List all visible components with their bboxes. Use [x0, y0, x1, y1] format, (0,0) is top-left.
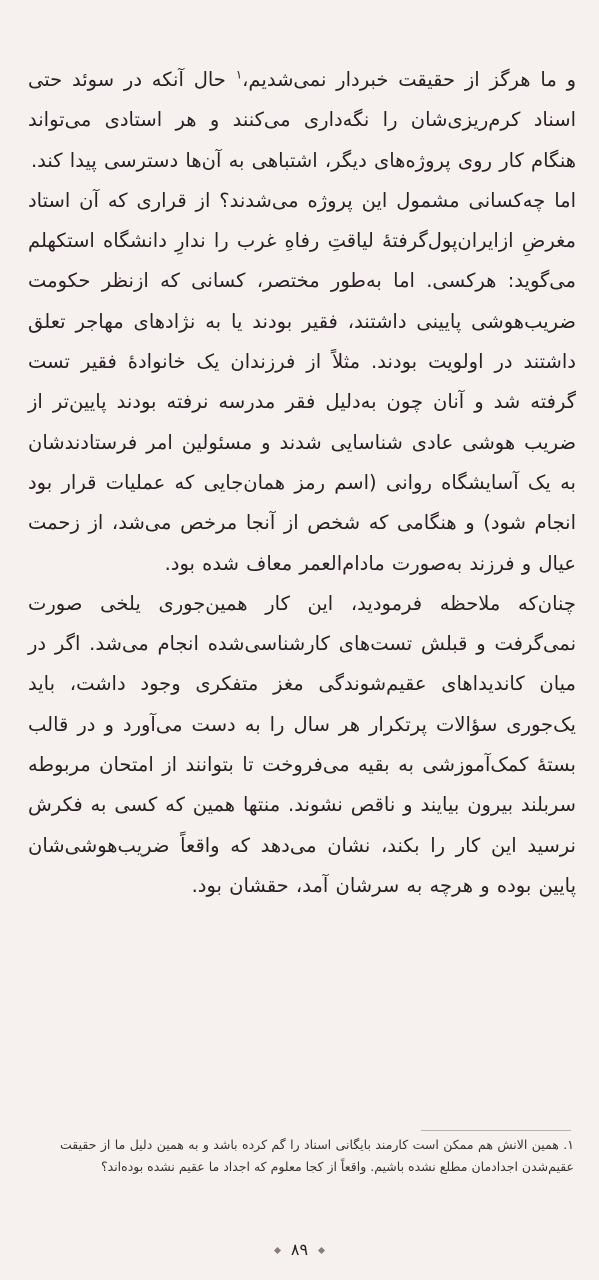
page-number-footer: [0, 1240, 599, 1259]
paragraph-1-text: و ما هرگز از حقیقت خبردار نمی‌شدیم،: [242, 68, 577, 91]
footnote: [60, 1134, 574, 1177]
paragraph-1-text-continued: حال آنکه در سوئد حتی اسناد کرم‌ریزی‌شان را نگه‌داری می‌کنند و هر استادی می‌تواند هنگام کار روی پروژه‌های دیگر، اشتباهی به آن‌ها دسترسی پیدا کند.: [28, 68, 576, 172]
body-text: [28, 60, 576, 906]
ornament-dot-left: [318, 1247, 325, 1254]
ornament-dot-right: [274, 1247, 281, 1254]
footnote-reference-mark[interactable]: ۱: [235, 67, 243, 82]
paragraph-3: چنان‌که ملاحظه فرمودید، این کار همین‌جوری یلخی صورت نمی‌گرفت و قبلش تست‌های کارشناسی‌شده انجام می‌شد. اگر در میان کاندیداهای عقیم‌شوندگی مغز متفکری وجود داشت، باید یک‌جوری سؤالات پرتکرار هر سال را به دست می‌آورد و در قالب بستهٔ کمک‌آموزشی به بقیه می‌فروخت تا بتوانند از امتحان مربوطه سربلند بیرون بیایند و ناقص نشوند. منتها همین که کسی به فکرش نرسید این کار را بکند، نشان می‌دهد که واقعاً ضریب‌هوشی‌شان پایین بوده و هرچه به سرشان آمد، حقشان بود.: [28, 591, 576, 897]
paragraph-1: [28, 60, 576, 181]
footnote-text: ۱. همین الانش هم ممکن است کارمند بایگانی اسناد را گم کرده باشد و به همین دلیل ما از حقیقت عقیم‌شدن اجدادمان مطلع نشده باشیم. واقعاً از کجا معلوم که اجداد ما عقیم نشده بوده‌اند؟: [60, 1137, 574, 1174]
paragraph-2: اما چه‌کسانی مشمول این پروژه می‌شدند؟ از قراری که آن استاد مغرضِ ازایران‌پول‌گرفتهٔ لیاقتِ رفاهِ غرب را ندارِ دانشگاه استکهلم می‌گوید: هرکسی. اما به‌طور مختصر، کسانی که ازنظر حکومت ضریب‌هوشی پایینی داشتند، فقیر بودند یا به نژادهای مهاجر تعلق داشتند در اولویت بودند. مثلاً از فرزندان یک خانوادهٔ فقیر تست گرفته شد و آنان چون به‌دلیل فقر مدرسه نرفته بودند پایین‌تر از ضریب هوشی عادی شناسایی شدند و مسئولین امر فرستادندشان به یک آسایشگاه روانی (اسم رمز همان‌جایی که عملیات قرار بود انجام شود) و هنگامی که شخص از آنجا مرخص می‌شد، از زحمت عیال و فرزند به‌صورت مادام‌العمر معاف شده بود.: [28, 188, 576, 575]
page-number: ۸۹: [290, 1240, 309, 1259]
footnote-divider: [421, 1130, 571, 1131]
